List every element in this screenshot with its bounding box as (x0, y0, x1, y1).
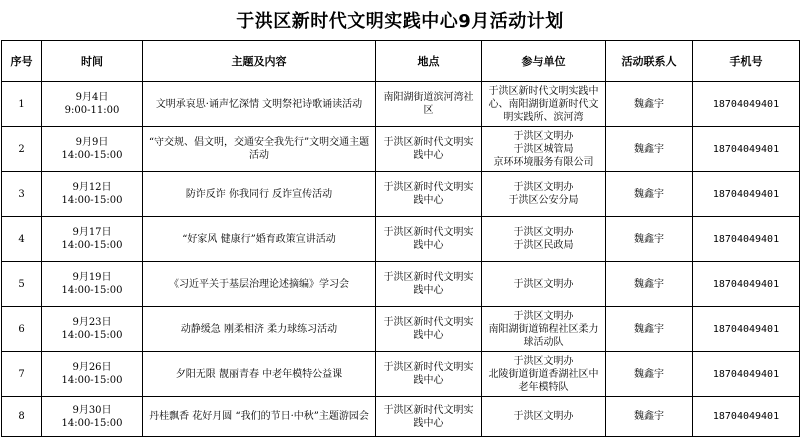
column-header-no: 序号 (2, 41, 42, 82)
cell-contact: 魏鑫宇 (606, 172, 693, 217)
column-header-place: 地点 (376, 41, 482, 82)
cell-contact: 魏鑫宇 (606, 307, 693, 352)
cell-units: 于洪区文明办 南阳湖街道锦程社区柔力球活动队 (482, 307, 606, 352)
cell-no: 8 (2, 397, 42, 437)
cell-time: 9月4日 9:00-11:00 (42, 82, 143, 127)
cell-place: 于洪区新时代文明实践中心 (376, 262, 482, 307)
table-row (2, 307, 800, 352)
page-title: 于洪区新时代文明实践中心9月活动计划 (236, 11, 564, 32)
cell-phone: 18704049401 (693, 172, 800, 217)
header-row (2, 41, 800, 82)
cell-topic: 文明承哀思·诵声忆深情 文明祭祀诗歌诵读活动 (143, 82, 376, 127)
cell-time: 9月23日 14:00-15:00 (42, 307, 143, 352)
cell-place: 于洪区新时代文明实践中心 (376, 307, 482, 352)
cell-place: 南阳湖街道滨河湾社区 (376, 82, 482, 127)
cell-units: 于洪区文明办 于洪区公安分局 (482, 172, 606, 217)
column-header-contact: 活动联系人 (606, 41, 693, 82)
cell-time: 9月12日 14:00-15:00 (42, 172, 143, 217)
cell-units: 于洪区新时代文明实践中心、南阳湖街道新时代文明实践所、滨河湾 (482, 82, 606, 127)
cell-time: 9月9日 14:00-15:00 (42, 127, 143, 172)
cell-no: 2 (2, 127, 42, 172)
cell-time: 9月30日 14:00-15:00 (42, 397, 143, 437)
cell-topic: 防诈反诈 你我同行 反诈宣传活动 (143, 172, 376, 217)
cell-no: 5 (2, 262, 42, 307)
cell-units: 于洪区文明办 于洪区城管局 京环环境服务有限公司 (482, 127, 606, 172)
cell-contact: 魏鑫宇 (606, 217, 693, 262)
cell-units: 于洪区文明办 北陵街道街道香湖社区中老年模特队 (482, 352, 606, 397)
table-row (2, 352, 800, 397)
table-row (2, 262, 800, 307)
cell-topic: 动静缓急 刚柔相济 柔力球练习活动 (143, 307, 376, 352)
column-header-topic: 主题及内容 (143, 41, 376, 82)
table-row (2, 127, 800, 172)
column-header-phone: 手机号 (693, 41, 800, 82)
cell-topic: 《习近平关于基层治理论述摘编》学习会 (143, 262, 376, 307)
cell-no: 1 (2, 82, 42, 127)
cell-contact: 魏鑫宇 (606, 352, 693, 397)
cell-no: 3 (2, 172, 42, 217)
cell-time: 9月26日 14:00-15:00 (42, 352, 143, 397)
cell-phone: 18704049401 (693, 307, 800, 352)
table-row (2, 82, 800, 127)
cell-time: 9月19日 14:00-15:00 (42, 262, 143, 307)
cell-contact: 魏鑫宇 (606, 397, 693, 437)
cell-no: 7 (2, 352, 42, 397)
cell-place: 于洪区新时代文明实践中心 (376, 217, 482, 262)
cell-units: 于洪区文明办 (482, 397, 606, 437)
cell-contact: 魏鑫宇 (606, 262, 693, 307)
column-header-time: 时间 (42, 41, 143, 82)
activity-table (1, 40, 800, 437)
cell-topic: “好家风 健康行”婚育政策宣讲活动 (143, 217, 376, 262)
cell-place: 于洪区新时代文明实践中心 (376, 397, 482, 437)
column-header-units: 参与单位 (482, 41, 606, 82)
cell-place: 于洪区新时代文明实践中心 (376, 352, 482, 397)
cell-no: 6 (2, 307, 42, 352)
cell-no: 4 (2, 217, 42, 262)
cell-units: 于洪区文明办 于洪区民政局 (482, 217, 606, 262)
cell-topic: 丹桂飘香 花好月圆 “我们的节日·中秋”主题游园会 (143, 397, 376, 437)
cell-contact: 魏鑫宇 (606, 127, 693, 172)
table-row (2, 172, 800, 217)
table-row (2, 397, 800, 437)
cell-topic: “守交规、倡文明，交通安全我先行”文明交通主题活动 (143, 127, 376, 172)
cell-time: 9月17日 14:00-15:00 (42, 217, 143, 262)
cell-contact: 魏鑫宇 (606, 82, 693, 127)
cell-units: 于洪区文明办 (482, 262, 606, 307)
cell-phone: 18704049401 (693, 352, 800, 397)
table-row (2, 217, 800, 262)
cell-phone: 18704049401 (693, 127, 800, 172)
cell-topic: 夕阳无限 靓丽青春 中老年模特公益课 (143, 352, 376, 397)
cell-phone: 18704049401 (693, 217, 800, 262)
cell-place: 于洪区新时代文明实践中心 (376, 127, 482, 172)
cell-phone: 18704049401 (693, 397, 800, 437)
cell-phone: 18704049401 (693, 82, 800, 127)
cell-phone: 18704049401 (693, 262, 800, 307)
cell-place: 于洪区新时代文明实践中心 (376, 172, 482, 217)
